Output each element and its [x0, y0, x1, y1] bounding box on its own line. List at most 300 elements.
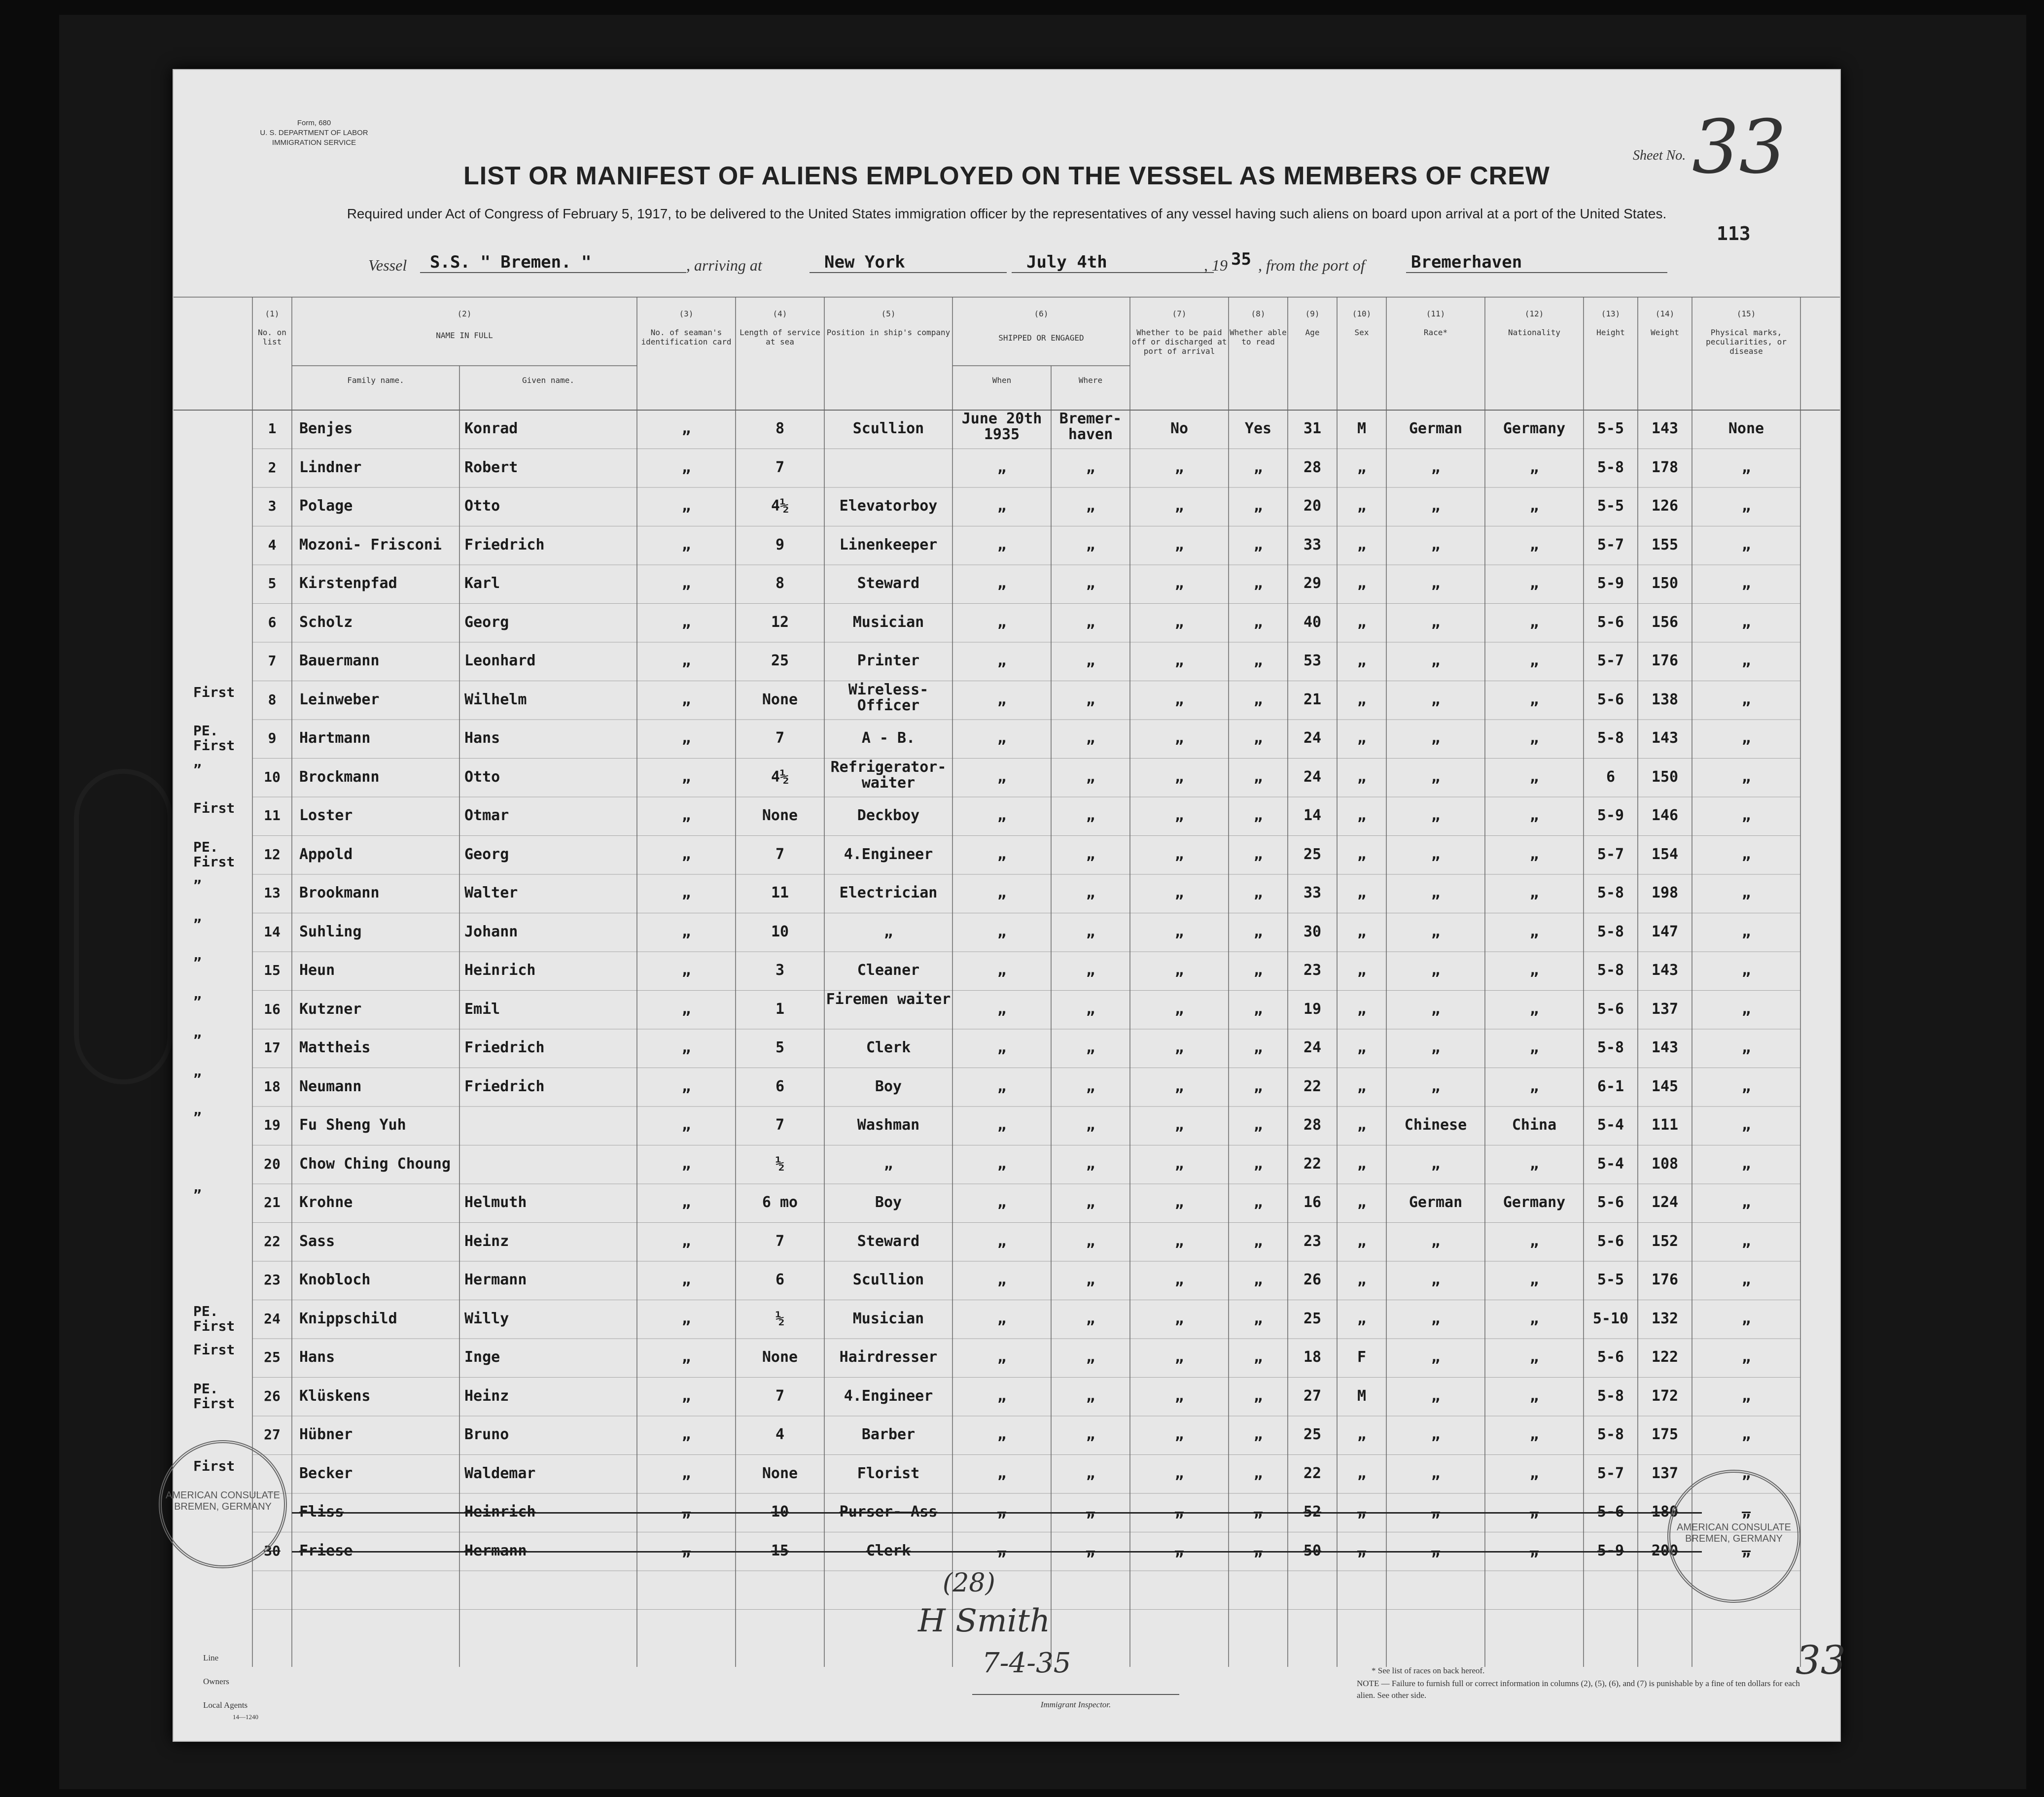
table-row [174, 1339, 1840, 1377]
cell-where: „ [1086, 1271, 1095, 1288]
cell-height: 5-6 [1597, 613, 1624, 631]
cell-paid: „ [1174, 691, 1184, 708]
cell-weight: 132 [1651, 1310, 1679, 1327]
col-name-number: (2) [457, 309, 472, 318]
cell-no: 9 [268, 730, 277, 746]
cell-sex: „ [1357, 1116, 1367, 1134]
cell-height: 5-7 [1597, 536, 1624, 553]
cell-weight: 178 [1651, 458, 1679, 476]
table-row [174, 836, 1840, 874]
cell-race: „ [1431, 1426, 1441, 1443]
cell-marks: „ [1741, 962, 1751, 979]
cell-paid: „ [1174, 1542, 1184, 1559]
cell-race: „ [1431, 613, 1441, 631]
cell-where: „ [1086, 1194, 1095, 1211]
cell-height: 5-6 [1597, 1503, 1624, 1521]
cell-where: „ [1086, 807, 1095, 824]
cell-family: Polage [299, 497, 353, 515]
cell-paid: „ [1174, 1077, 1184, 1095]
cell-when: „ [997, 575, 1007, 592]
cell-family: Fliss [299, 1503, 344, 1521]
cell-read: „ [1253, 962, 1263, 979]
cell-weight: 155 [1651, 536, 1679, 553]
cell-height: 5-5 [1597, 1271, 1624, 1288]
cell-height: 5-7 [1597, 845, 1624, 863]
cell-paid: „ [1174, 1503, 1184, 1521]
annotation-mark: ” [193, 955, 202, 971]
table-row [174, 1184, 1840, 1222]
form-number: Form, 680 [297, 119, 331, 127]
cell-sex: „ [1357, 845, 1367, 863]
cell-given: Emil [464, 1000, 500, 1018]
cell-family: Klüskens [299, 1387, 371, 1405]
cell-read: „ [1253, 768, 1263, 786]
cell-family: Mozoni- Frisconi [299, 536, 442, 553]
cell-nationality: „ [1529, 923, 1539, 940]
cell-position: „ [883, 923, 893, 940]
cell-age: 27 [1303, 1387, 1322, 1405]
cell-marks: „ [1741, 652, 1751, 669]
cell-where: „ [1086, 1155, 1095, 1173]
cell-no: 1 [268, 420, 277, 437]
cell-paid: „ [1174, 807, 1184, 824]
cell-service: 9 [775, 536, 785, 553]
department-name: U. S. DEPARTMENT OF LABOR [260, 129, 368, 137]
cell-when: „ [997, 1542, 1007, 1559]
annotation-mark: PE. First [193, 1380, 235, 1412]
cell-service: 10 [771, 923, 789, 940]
cell-card: „ [681, 1348, 691, 1366]
cell-weight: 143 [1651, 962, 1679, 979]
cell-sex: „ [1357, 691, 1367, 708]
cell-sex: „ [1357, 1194, 1367, 1211]
table-row [174, 681, 1840, 720]
cell-nationality: „ [1529, 1039, 1539, 1056]
cell-when: „ [997, 1000, 1007, 1018]
cell-card: „ [681, 1310, 691, 1327]
cell-paid: No [1170, 420, 1189, 437]
cell-given: Otmar [464, 807, 509, 824]
cell-position: 4.Engineer [844, 1387, 933, 1405]
cell-family: Hans [299, 1348, 335, 1366]
table-row [174, 604, 1840, 642]
cell-sex: M [1357, 1387, 1367, 1405]
cell-nationality: „ [1529, 1426, 1539, 1443]
cell-sex: „ [1357, 884, 1367, 901]
cell-service: None [762, 691, 798, 708]
table-row [174, 1455, 1840, 1493]
cell-nationality: „ [1529, 613, 1539, 631]
cell-race: „ [1431, 1542, 1441, 1559]
table-row [174, 526, 1840, 565]
cell-read: „ [1253, 536, 1263, 553]
cell-marks: „ [1741, 1503, 1751, 1521]
cell-race: „ [1431, 497, 1441, 515]
cell-family: Friese [299, 1542, 353, 1559]
col-position-number: (5) [881, 309, 896, 318]
cell-when: „ [997, 807, 1007, 824]
year-suffix: 35 [1231, 249, 1251, 269]
cell-when: „ [997, 1155, 1007, 1173]
cell-weight: 145 [1651, 1077, 1679, 1095]
arriving-label: , arriving at [686, 256, 762, 274]
cell-age: 52 [1303, 1503, 1322, 1521]
cell-height: 5-4 [1597, 1155, 1624, 1173]
cell-paid: „ [1174, 729, 1184, 747]
cell-when: „ [997, 729, 1007, 747]
cell-height: 5-6 [1597, 1232, 1624, 1250]
col-age-number: (9) [1305, 309, 1320, 318]
inspector-signature: H Smith [918, 1603, 1051, 1639]
cell-when: „ [997, 923, 1007, 940]
cell-weight: 137 [1651, 1000, 1679, 1018]
cell-where: „ [1086, 613, 1095, 631]
cell-no: 14 [264, 923, 281, 940]
cell-race: „ [1431, 845, 1441, 863]
cell-paid: „ [1174, 497, 1184, 515]
from-port-label: , from the port of [1258, 256, 1365, 274]
cell-height: 5-8 [1597, 923, 1624, 940]
cell-nationality: „ [1529, 536, 1539, 553]
cell-where: „ [1086, 1310, 1095, 1327]
col-no-number: (1) [265, 309, 280, 318]
cell-race: „ [1431, 1387, 1441, 1405]
table-row [174, 449, 1840, 487]
cell-read: „ [1253, 1194, 1263, 1211]
cell-card: „ [681, 420, 691, 437]
col-nationality-number: (12) [1524, 309, 1544, 318]
cell-age: 40 [1303, 613, 1322, 631]
cell-no: 18 [264, 1078, 281, 1095]
cell-age: 25 [1303, 1310, 1322, 1327]
cell-read: „ [1253, 458, 1263, 476]
stamp-number: 113 [1717, 223, 1751, 244]
cell-weight: 154 [1651, 845, 1679, 863]
cell-card: „ [681, 652, 691, 669]
cell-where: „ [1086, 845, 1095, 863]
cell-family: Scholz [299, 613, 353, 631]
cell-given: Heinz [464, 1387, 509, 1405]
col-height-number: (13) [1601, 309, 1621, 318]
strike-through-line [292, 1551, 1702, 1553]
cell-weight: 122 [1651, 1348, 1679, 1366]
from-port: Bremerhaven [1406, 252, 1667, 273]
cell-age: 16 [1303, 1194, 1322, 1211]
cell-sex: „ [1357, 1155, 1367, 1173]
cell-position: Printer [857, 652, 920, 669]
cell-sex: „ [1357, 1232, 1367, 1250]
cell-weight: 143 [1651, 729, 1679, 747]
cell-paid: „ [1174, 1348, 1184, 1366]
table-row [174, 991, 1840, 1029]
cell-age: 53 [1303, 652, 1322, 669]
cell-position: 4.Engineer [844, 845, 933, 863]
race-note: * See list of races on back hereof. [1372, 1666, 1485, 1675]
cell-marks: „ [1741, 1271, 1751, 1288]
cell-service: 3 [775, 962, 785, 979]
cell-given: Friedrich [464, 1039, 545, 1056]
cell-sex: „ [1357, 575, 1367, 592]
cell-nationality: „ [1529, 962, 1539, 979]
cell-height: 5-9 [1597, 807, 1624, 824]
cell-no: 12 [264, 846, 281, 863]
cell-where: „ [1086, 884, 1095, 901]
annotation-mark: First [193, 684, 235, 700]
cell-where: „ [1086, 1039, 1095, 1056]
cell-given: Robert [464, 458, 518, 476]
cell-sex: „ [1357, 1271, 1367, 1288]
cell-family: Lindner [299, 458, 362, 476]
footer-agents-label: Local Agents [203, 1700, 248, 1710]
cell-nationality: „ [1529, 691, 1539, 708]
col-weight-number: (14) [1655, 309, 1675, 318]
table-row [174, 487, 1840, 526]
cell-where: „ [1086, 768, 1095, 786]
service-name: IMMIGRATION SERVICE [272, 138, 356, 147]
cell-when: „ [997, 652, 1007, 669]
cell-sex: „ [1357, 1310, 1367, 1327]
cell-paid: „ [1174, 1155, 1184, 1173]
cell-weight: 176 [1651, 652, 1679, 669]
cell-weight: 176 [1651, 1271, 1679, 1288]
table-row [174, 720, 1840, 758]
penalty-note: NOTE — Failure to furnish full or correct information in columns (2), (5), (6), and (7) is punishable by a fine of ten dollars for each alien. See other side. [1357, 1679, 1800, 1700]
col-card-title: No. of seaman's identification card [641, 328, 732, 346]
col-shipped-number: (6) [1034, 309, 1049, 318]
cell-position: A - B. [861, 729, 916, 747]
cell-weight: 198 [1651, 884, 1679, 901]
cell-card: „ [681, 691, 691, 708]
cell-no: 10 [264, 768, 281, 785]
cell-race: „ [1431, 1503, 1441, 1521]
cell-when: „ [997, 1387, 1007, 1405]
cell-card: „ [681, 1426, 691, 1443]
cell-no: 2 [268, 459, 277, 476]
cell-when: „ [997, 1116, 1007, 1134]
cell-given: Heinz [464, 1232, 509, 1250]
cell-marks: „ [1741, 1000, 1751, 1018]
cell-weight: 111 [1651, 1116, 1679, 1134]
col-marks-number: (15) [1736, 309, 1756, 318]
cell-service: 6 [775, 1271, 785, 1288]
col-paid-title: Whether to be paid off or discharged at port of arrival [1131, 328, 1227, 356]
cell-where: „ [1086, 1503, 1095, 1521]
cell-service: 12 [771, 613, 789, 631]
cell-service: 1 [775, 1000, 785, 1018]
page-subtitle: Required under Act of Congress of February 5, 1917, to be delivered to the United States immigration officer by the representatives of any vessel having such aliens on board upon arrival at a port of the United States. [347, 206, 1667, 221]
cell-marks: „ [1741, 1387, 1751, 1405]
col-service-title: Length of service at sea [740, 328, 820, 346]
cell-position: Firemen waiter [826, 991, 951, 1007]
cell-given: Georg [464, 613, 509, 631]
annotation-mark: ” [193, 1109, 202, 1126]
page-number: 33 [1796, 1637, 1846, 1683]
cell-service: 7 [775, 1387, 785, 1405]
cell-height: 6 [1606, 768, 1616, 786]
cell-marks: „ [1741, 458, 1751, 476]
cell-position: Steward [857, 575, 920, 592]
cell-no: 15 [264, 962, 281, 978]
col-height-title: Height [1596, 328, 1625, 337]
cell-weight: 143 [1651, 420, 1679, 437]
col-when-title: When [992, 376, 1012, 385]
strike-through-line [292, 1512, 1702, 1514]
cell-sex: „ [1357, 923, 1367, 940]
col-read-title: Whether able to read [1230, 328, 1287, 346]
cell-when: „ [997, 1310, 1007, 1327]
cell-race: „ [1431, 1271, 1441, 1288]
cell-weight: 150 [1651, 575, 1679, 592]
cell-nationality: „ [1529, 1155, 1539, 1173]
cell-family: Suhling [299, 923, 362, 940]
cell-age: 19 [1303, 1000, 1322, 1018]
cell-height: 5-10 [1592, 1310, 1629, 1327]
cell-card: „ [681, 1387, 691, 1405]
cell-race: „ [1431, 1155, 1441, 1173]
cell-service: 15 [771, 1542, 789, 1559]
cell-weight: 147 [1651, 923, 1679, 940]
cell-age: 29 [1303, 575, 1322, 592]
cell-weight: 137 [1651, 1464, 1679, 1482]
cell-when: „ [997, 1348, 1007, 1366]
col-where-title: Where [1078, 376, 1103, 385]
cell-paid: „ [1174, 1271, 1184, 1288]
cell-read: „ [1253, 1116, 1263, 1134]
vessel-line [174, 249, 1840, 282]
cell-race: „ [1431, 1232, 1441, 1250]
cell-nationality: China [1512, 1116, 1557, 1134]
cell-when: „ [997, 1232, 1007, 1250]
cell-where: „ [1086, 1542, 1095, 1559]
cell-age: 31 [1303, 420, 1322, 437]
cell-age: 14 [1303, 807, 1322, 824]
cell-position: Boy [875, 1194, 902, 1211]
cell-sex: „ [1357, 729, 1367, 747]
cell-service: 7 [775, 1232, 785, 1250]
cell-card: „ [681, 613, 691, 631]
cell-nationality: „ [1529, 1542, 1539, 1559]
cell-where: „ [1086, 1387, 1095, 1405]
cell-when: „ [997, 691, 1007, 708]
cell-service: 7 [775, 1116, 785, 1134]
cell-weight: 156 [1651, 613, 1679, 631]
col-shipped-title: SHIPPED OR ENGAGED [998, 333, 1084, 343]
cell-given: Bruno [464, 1426, 509, 1443]
cell-weight: 126 [1651, 497, 1679, 515]
cell-nationality: „ [1529, 807, 1539, 824]
cell-family: Krohne [299, 1194, 353, 1211]
annotation-mark: First [193, 1457, 235, 1474]
cell-family: Bauermann [299, 652, 380, 669]
cell-given: Willy [464, 1310, 509, 1327]
cell-race: „ [1431, 923, 1441, 940]
cell-service: 10 [771, 1503, 789, 1521]
cell-card: „ [681, 962, 691, 979]
cell-marks: „ [1741, 1116, 1751, 1134]
cell-no: 4 [268, 536, 277, 553]
cell-card: „ [681, 1542, 691, 1559]
cell-sex: „ [1357, 536, 1367, 553]
cell-read: „ [1253, 1348, 1263, 1366]
cell-age: 28 [1303, 1116, 1322, 1134]
cell-marks: „ [1741, 1464, 1751, 1482]
cell-given: Otto [464, 768, 500, 786]
cell-position: Clerk [866, 1542, 911, 1559]
cell-when: „ [997, 1503, 1007, 1521]
cell-read: „ [1253, 497, 1263, 515]
cell-given: Konrad [464, 420, 518, 437]
cell-race: „ [1431, 652, 1441, 669]
cell-height: 6-1 [1597, 1077, 1624, 1095]
cell-family: Benjes [299, 420, 353, 437]
cell-age: 22 [1303, 1077, 1322, 1095]
cell-card: „ [681, 1503, 691, 1521]
cell-race: „ [1431, 1310, 1441, 1327]
vessel-label: Vessel [368, 256, 407, 274]
cell-age: 20 [1303, 497, 1322, 515]
cell-position: Clerk [866, 1039, 911, 1056]
cell-marks: „ [1741, 807, 1751, 824]
cell-position: Linenkeeper [839, 536, 938, 553]
cell-card: „ [681, 1271, 691, 1288]
cell-paid: „ [1174, 1426, 1184, 1443]
annotation-mark: PE. First [193, 723, 235, 754]
cell-age: 50 [1303, 1542, 1322, 1559]
cell-age: 24 [1303, 768, 1322, 786]
cell-sex: „ [1357, 497, 1367, 515]
cell-height: 5-9 [1597, 1542, 1624, 1559]
cell-card: „ [681, 497, 691, 515]
cell-paid: „ [1174, 1194, 1184, 1211]
cell-race: „ [1431, 1039, 1441, 1056]
cell-age: 33 [1303, 884, 1322, 901]
cell-age: 25 [1303, 1426, 1322, 1443]
table-row [174, 565, 1840, 603]
cell-marks: „ [1741, 884, 1751, 901]
cell-service: 7 [775, 458, 785, 476]
cell-when: „ [997, 962, 1007, 979]
cell-no: 30 [264, 1542, 281, 1559]
arrival-port: New York [810, 252, 1007, 273]
cell-height: 5-9 [1597, 575, 1624, 592]
cell-height: 5-4 [1597, 1116, 1624, 1134]
col-sex-title: Sex [1354, 328, 1369, 337]
cell-when: „ [997, 536, 1007, 553]
table-row [174, 1493, 1840, 1532]
cell-sex: „ [1357, 807, 1367, 824]
cell-age: 33 [1303, 536, 1322, 553]
cell-height: 5-8 [1597, 458, 1624, 476]
cell-marks: „ [1741, 845, 1751, 863]
table-row [174, 797, 1840, 835]
cell-position: Purser- Ass [839, 1503, 938, 1521]
col-weight-title: Weight [1651, 328, 1679, 337]
cell-sex: „ [1357, 962, 1367, 979]
cell-marks: „ [1741, 691, 1751, 708]
table-row [174, 1068, 1840, 1106]
cell-no: 24 [264, 1310, 281, 1327]
annotation-mark: PE. First [193, 1303, 235, 1334]
cell-family: Hartmann [299, 729, 371, 747]
cell-card: „ [681, 845, 691, 863]
cell-race: „ [1431, 1077, 1441, 1095]
col-age-title: Age [1305, 328, 1320, 337]
cell-card: „ [681, 768, 691, 786]
cell-read: „ [1253, 923, 1263, 940]
cell-nationality: „ [1529, 1503, 1539, 1521]
cell-where: „ [1086, 1232, 1095, 1250]
cell-sex: „ [1357, 1077, 1367, 1095]
